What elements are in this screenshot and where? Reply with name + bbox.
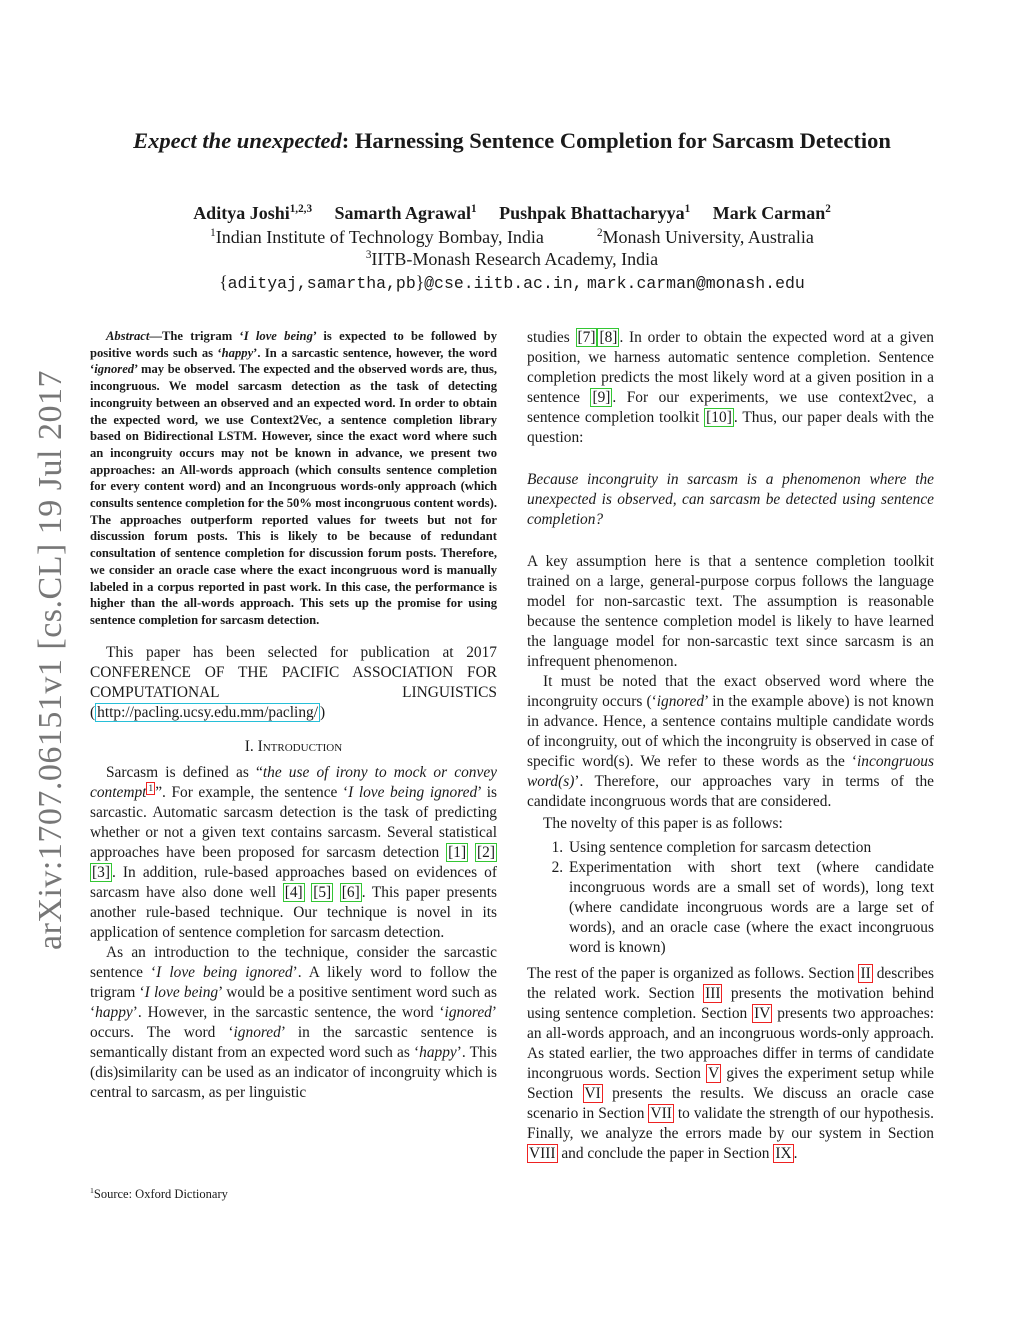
citation-link[interactable]: [1] — [448, 843, 467, 861]
footnote-link[interactable]: 1 — [148, 782, 154, 794]
affiliation: $^2$Monash University, Australia — [596, 227, 814, 247]
author-emails: {adityaj,samartha,pb}@cse.iitb.ac.in, mark.carman@monash.edu — [219, 272, 805, 293]
pacling-link[interactable]: http://pacling.ucsy.edu.mm/pacling/ — [97, 703, 318, 721]
list-item: 1. Using sentence completion for sarcasm detection — [567, 838, 934, 858]
publication-note: This paper has been selected for publication at 2017 CONFERENCE OF THE PACIFIC ASSOCIATION FOR COMPUTATIONAL LINGUISTICS ( http://pacling.ucsy.edu.mm/pacling/ ) — [90, 643, 497, 721]
citation-link[interactable]: [4] — [284, 883, 303, 901]
citation-link[interactable]: [6] — [341, 883, 360, 901]
section-link[interactable]: VI — [584, 1085, 601, 1102]
citation-link[interactable]: [10] — [706, 409, 732, 426]
incongruous-words-paragraph: It must be noted that the exact observed word where the incongruity occurs (‘ignored’ in the example above) is not known in advance. Hence, a sentence contains multiple candidate words of incongruity, out of which the incongruity is observed in case of specific word(s). We refer to these words as the ‘incongruous word(s)’. Therefore, our approaches vary in terms of the candidate incongruous words that are considered. — [527, 673, 934, 810]
citation-link[interactable]: [3] — [92, 863, 110, 881]
footnote: $^1$Source: Oxford Dictionary — [90, 1185, 228, 1201]
section-link[interactable]: VIII — [529, 1145, 556, 1162]
citation-link[interactable]: [8] — [599, 329, 618, 346]
novelty-list — [527, 838, 934, 958]
affiliations-line-1 — [0, 227, 1024, 248]
author: Pushpak Bhattacharyya$^1$ — [499, 203, 691, 223]
citation-link[interactable]: [5] — [313, 883, 332, 901]
section-link[interactable]: IX — [775, 1145, 792, 1162]
arxiv-id-text: arXiv:1707.06151v1 [cs.CL] 19 Jul 2017 — [32, 370, 69, 950]
affiliation: $^1$Indian Institute of Technology Bombay, India — [210, 227, 544, 247]
section-link[interactable]: V — [708, 1065, 720, 1082]
intro-paragraph-2: As an introduction to the technique, consider the sarcastic sentence ‘I love being ignored’. A likely word to follow the trigram ‘I love being’ would be a positive sentiment word such as ‘happy’. However, in the sarcastic sentence, the word ‘ignored’ occurs. The word ‘ignored’ in the sarcastic sentence is semantically distant from an expected word such as ‘happy’. This (dis)similarity can be used as an indicator of incongruity which is central to sarcasm, as per linguistic — [90, 943, 497, 1101]
author: Samarth Agrawal$^1$ — [334, 203, 477, 223]
citation-link[interactable]: [2] — [477, 843, 495, 861]
citation-link[interactable]: [7] — [577, 329, 596, 346]
section-link[interactable]: VII — [650, 1105, 672, 1122]
paper-title: Expect the unexpected: Harnessing Sentence Completion for Sarcasm Detection — [133, 128, 891, 153]
left-column — [90, 328, 497, 1103]
author: Mark Carman$^2$ — [712, 203, 831, 223]
section-heading-introduction: I. Introduction — [244, 737, 343, 755]
assumption-paragraph: A key assumption here is that a sentence completion toolkit trained on a large, general-purpose corpus follows the language model for non-sarcastic text. The assumption is reasonable because the sentence completion model is likely to have learned the language model for non-sarcastic text since sarcasm is an infrequent phenomenon. — [527, 553, 934, 670]
author: Aditya Joshi$^{1,2,3}$ — [193, 203, 313, 223]
intro-paragraph-3: studies [7] [8] . In order to obtain the expected word at a given position, we harness automatic sentence completion. Sentence completion predicts the most likely word at a given position in a sentence [9] . For our experiments, we use context2vec, a sentence completion toolkit [10] . Thus, our paper deals with the question: — [527, 329, 934, 446]
list-item: 2. Experimentation with short text (where candidate incongruous words are a small set of words), long text (where candidate incongruous words are a large set of words), and an oracle case (where the exact incongruous word is known) — [567, 858, 934, 958]
research-question: Because incongruity in sarcasm is a phenomenon where the unexpected is observed, can sarcasm be detected using sentence completion? — [527, 471, 934, 528]
affiliation: $^3$IITB-Monash Research Academy, India — [365, 249, 659, 269]
section-link[interactable]: II — [860, 965, 871, 982]
right-column — [527, 328, 934, 1164]
section-link[interactable]: IV — [754, 1005, 771, 1022]
section-link[interactable]: III — [705, 985, 721, 1002]
citation-link[interactable]: [9] — [592, 389, 611, 406]
abstract: Abstract—The trigram ‘I love being’ is expected to be followed by positive words such as ‘happy’. In a sarcastic sentence, however, the word ‘ignored’ may be observed. The expected and the observed words are, thus, incongruous. We model sarcasm detection as the task of detecting incongruity between an observed and an expected word. In order to obtain the expected word, we use Context2Vec, a sentence completion library based on Bidirectional LSTM. However, since the exact word where such an incongruity occurs may not be known in advance, we present two approaches: an All-words approach (which consults sentence completion for every content word) and an Incongruous words-only approach (which consults sentence completion for the 50% most incongruous content words). The approaches outperform reported values for tweets but not for discussion forum posts. This is likely to be because of redundant consultation of sentence completion for discussion forum posts. Therefore, we consider an oracle case where the exact incongruous word is manually labeled in a corpus reported in past work. In this case, the performance is higher than the all-words approach. This sets up the promise for using sentence completion for sarcasm detection. — [90, 329, 497, 627]
author-list — [0, 203, 1024, 224]
intro-paragraph-1: Sarcasm is defined as “the use of irony to mock or convey contempt $^1$ ”. For example, the sentence ‘I love being ignored’ is sarcastic. Automatic sarcasm detection is the task of predicting whether or not a given text contains sarcasm. Several statistical approaches have been proposed for sarcasm detection [1] [2] [3] . In addition, rule-based approaches based on evidences of sarcasm have also done well [4] [5] [6] . This paper presents another rule-based technique. Our technique is novel in its application of sentence completion for sarcasm detection. — [90, 763, 497, 941]
novelty-intro: The novelty of this paper is as follows: — [543, 815, 783, 832]
arxiv-sidebar-stamp — [28, 370, 74, 950]
organization-paragraph: The rest of the paper is organized as follows. Section II describes the related work. Section III presents the motivation behind using sentence completion. Section IV presents two approaches: an all-words approach, and an incongruous words-only approach. As stated earlier, the two approaches differ in terms of candidate incongruous words. Section V gives the experiment setup while Section VI presents the results. We discuss an oracle case scenario in Section VII to validate the strength of our hypothesis. Finally, we analyze the errors made by our system in Section VIII and conclude the paper in Section IX . — [527, 965, 935, 1162]
